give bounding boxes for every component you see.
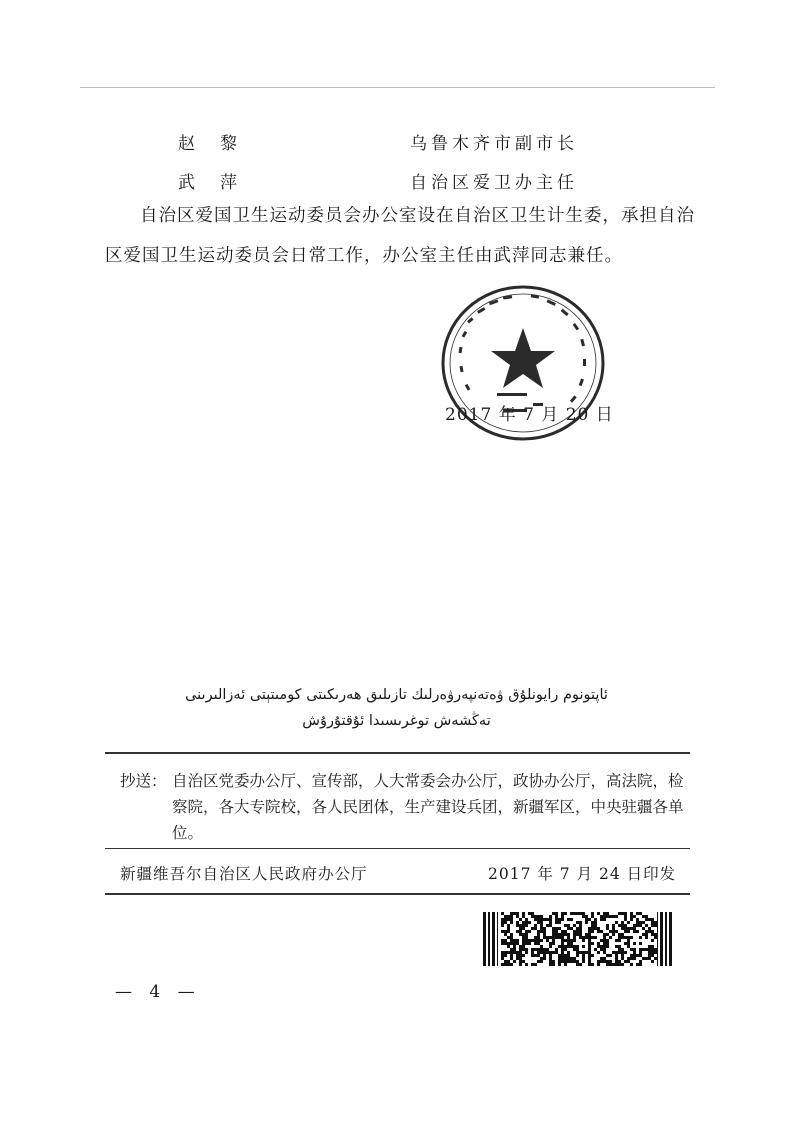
member-title-2: 自治区爱卫办主任 xyxy=(410,173,578,193)
cc-top-rule xyxy=(105,752,690,754)
issuer-name: 新疆维吾尔自治区人民政府办公厅 xyxy=(120,865,368,883)
uyghur-title-line-1: ئاپتونوم رايونلۇق ۋەتەنپەرۋەرلىك تازىلىق ھەرىكىتى كومىتېتى ئەزالىرىنى xyxy=(185,687,608,703)
member-name-2: 武 萍 xyxy=(178,173,241,193)
cc-recipients: 自治区党委办公厅、宣传部，人大常委会办公厅，政协办公厅，高法院，检察院，各大专院校，各人民团体，生产建设兵团，新疆军区，中央驻疆各单位。 xyxy=(172,772,684,842)
cc-bottom-rule xyxy=(105,848,690,849)
top-rule xyxy=(80,87,715,88)
barcode-graphic xyxy=(483,912,673,966)
issue-date: 2017 年 7 月 24 日印发 xyxy=(488,865,677,883)
cc-block xyxy=(120,768,685,846)
footer-bottom-rule xyxy=(105,893,690,895)
member-name-1: 赵 黎 xyxy=(178,134,241,154)
cc-label: 抄送： xyxy=(120,772,167,790)
member-title-1: 乌鲁木齐市副市长 xyxy=(410,134,578,154)
page-number: — 4 — xyxy=(115,982,201,1002)
body-paragraph: 自治区爱国卫生运动委员会办公室设在自治区卫生计生委，承担自治区爱国卫生运动委员会日常工作，办公室主任由武萍同志兼任。 xyxy=(105,206,695,266)
body-text xyxy=(105,196,695,276)
uyghur-title-line-2: تەڭشەش توغرىسىدا ئۇقتۇرۇش xyxy=(302,713,491,729)
signing-date: 2017 年 7 月 20 日 xyxy=(445,405,614,425)
